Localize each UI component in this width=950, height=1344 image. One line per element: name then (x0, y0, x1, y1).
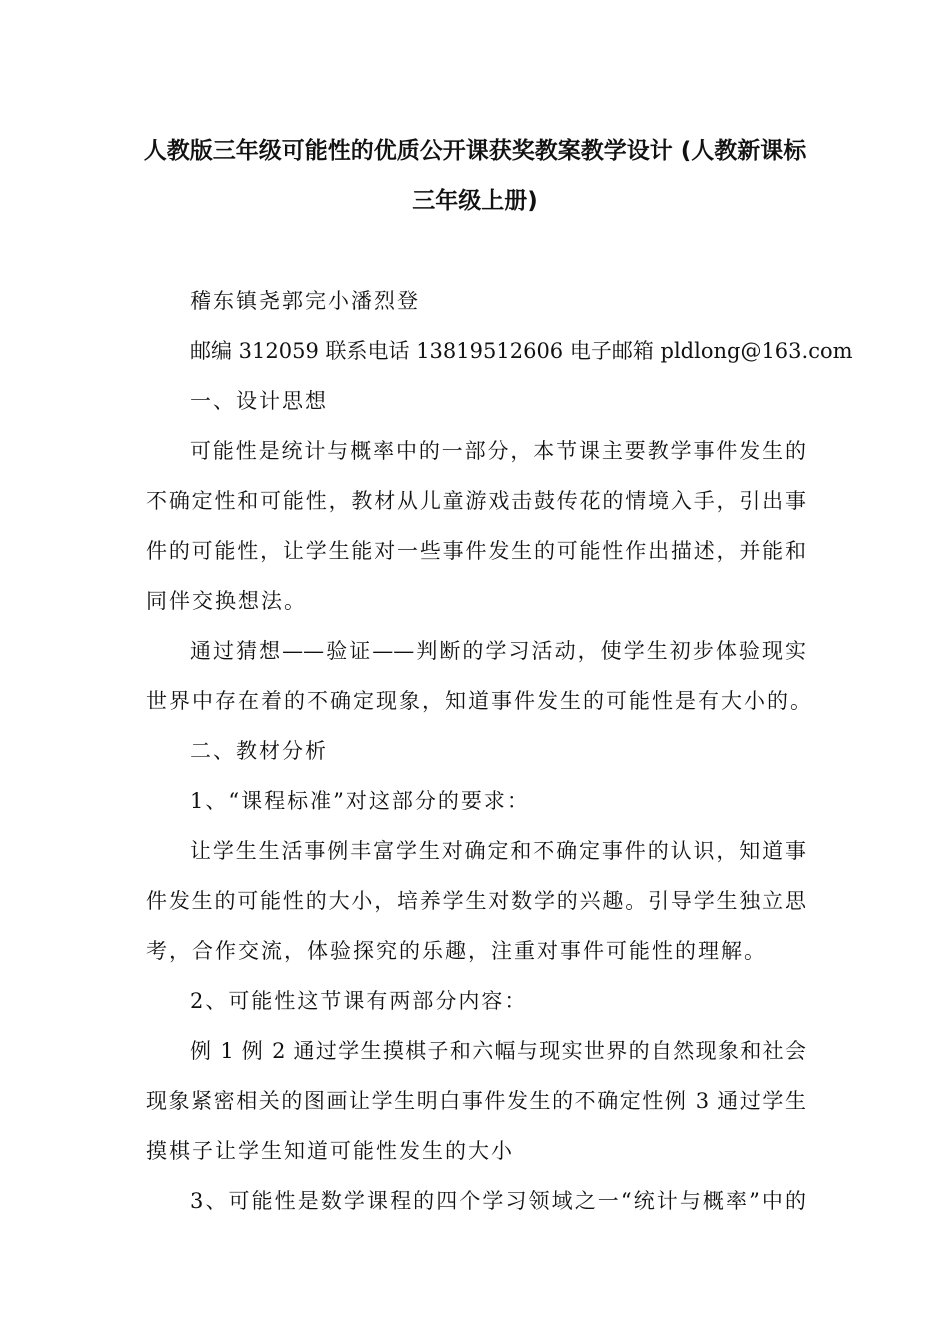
paragraph-line: 不确定性和可能性，教材从儿童游戏击鼓传花的情境入手，引出事 (146, 489, 806, 513)
paragraph-line: 现象紧密相关的图画让学生明白事件发生的不确定性例 3 通过学生 (146, 1089, 806, 1113)
paragraph-line: 件的可能性，让学生能对一些事件发生的可能性作出描述，并能和 (146, 539, 806, 563)
section-2-heading: 二、教材分析 (190, 739, 328, 763)
paragraph-line: 让学生生活事例丰富学生对确定和不确定事件的认识，知道事 (190, 839, 806, 863)
paragraph-line: 件发生的可能性的大小，培养学生对数学的兴趣。引导学生独立思 (146, 889, 806, 913)
paragraph-line: 摸棋子让学生知道可能性发生的大小 (146, 1139, 514, 1163)
author-name: 稽东镇尧郭完小潘烈登 (190, 289, 420, 313)
paragraph-line: 考，合作交流，体验探究的乐趣，注重对事件可能性的理解。 (146, 939, 767, 963)
paragraph-line: 可能性是统计与概率中的一部分，本节课主要教学事件发生的 (190, 439, 806, 463)
item-3-heading: 3、可能性是数学课程的四个学习领域之一“统计与概率”中的 (190, 1189, 806, 1213)
paragraph-line: 通过猜想——验证——判断的学习活动，使学生初步体验现实 (190, 639, 806, 663)
item-1-heading: 1、“课程标准”对这部分的要求： (190, 789, 530, 813)
section-1-heading: 一、设计思想 (190, 389, 328, 413)
paragraph-line: 例 1 例 2 通过学生摸棋子和六幅与现实世界的自然现象和社会 (190, 1039, 806, 1063)
paragraph-line: 同伴交换想法。 (146, 589, 307, 613)
document-title-line-1: 人教版三年级可能性的优质公开课获奖教案教学设计 (人教新课标 (143, 138, 807, 164)
document-title-line-2: 三年级上册) (412, 188, 538, 214)
item-2-heading: 2、可能性这节课有两部分内容： (190, 989, 528, 1013)
author-contact: 邮编 312059 联系电话 13819512606 电子邮箱 pldlong@163.com (190, 339, 853, 363)
paragraph-line: 世界中存在着的不确定现象，知道事件发生的可能性是有大小的。 (146, 689, 813, 713)
